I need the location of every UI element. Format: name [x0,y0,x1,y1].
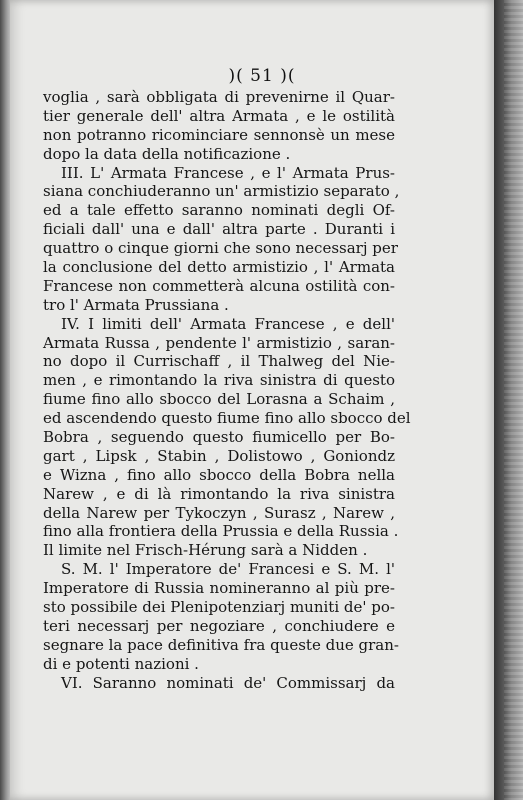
right-page-edge [494,0,523,800]
text-line: III. L' Armata Francese , e l' Armata Prus- [61,163,395,182]
text-line: Francese non commetterà alcuna ostilità con- [43,276,395,295]
text-line: fiume fino allo sbocco del Lorasna a Schaim , [43,390,395,409]
text-line: men , e rimontando la riva sinistra di questo [43,371,395,390]
text-line: quattro o cinque giorni che sono necessarj per [43,239,398,258]
text-line: la conclusione del detto armistizio , l' Armata [43,258,395,277]
text-line: dopo la data della notificazione . [43,144,291,163]
text-line: no dopo il Currischaff , il Thalweg del Nie- [43,352,395,371]
text-line: siana conchiuderanno un' armistizio separato , [43,182,400,201]
text-line: Imperatore di Russia nomineranno al più pre- [43,579,395,598]
text-line: Narew , e di là rimontando la riva sinistra [43,484,395,503]
text-line: non potranno ricominciare sennonsè un mese [43,125,395,144]
text-line: fino alla frontiera della Prussia e della Russia . [43,522,399,541]
book-page [10,0,494,800]
text-line: ed ascendendo questo fiume fino allo sbocco del [43,409,411,428]
text-line: S. M. l' Imperatore de' Francesi e S. M. l' [61,560,395,579]
page-number: )( 51 )( [228,66,296,86]
text-line: IV. I limiti dell' Armata Francese , e dell' [61,314,395,333]
text-line: Armata Russa , pendente l' armistizio , saran- [43,333,395,352]
text-line: sto possibile dei Plenipotenziarj muniti de' po- [43,598,395,617]
text-line: teri necessarj per negoziare , conchiudere e [43,616,395,635]
text-line: della Narew per Tykoczyn , Surasz , Narew , [43,503,395,522]
text-line: ficiali dall' una e dall' altra parte . Duranti i [43,220,395,239]
text-line: di e potenti nazioni . [43,654,199,673]
text-line: segnare la pace definitiva fra queste due gran- [43,635,399,654]
text-line: ed a tale effetto saranno nominati degli Of- [43,201,395,220]
text-line: Il limite nel Frisch-Hérung sarà a Nidden . [43,541,368,560]
text-line: tro l' Armata Prussiana . [43,295,229,314]
text-line: e Wizna , fino allo sbocco della Bobra nella [43,465,395,484]
text-line: gart , Lipsk , Stabin , Dolistowo , Goniondz [43,446,395,465]
text-line: tier generale dell' altra Armata , e le ostilità [43,106,395,125]
text-line: VI. Saranno nominati de' Commissarj da [61,673,395,692]
body-text [43,88,411,693]
text-line: Bobra , seguendo questo fiumicello per Bo- [43,428,395,447]
text-line: voglia , sarà obbligata di prevenirne il Quar- [43,88,395,106]
